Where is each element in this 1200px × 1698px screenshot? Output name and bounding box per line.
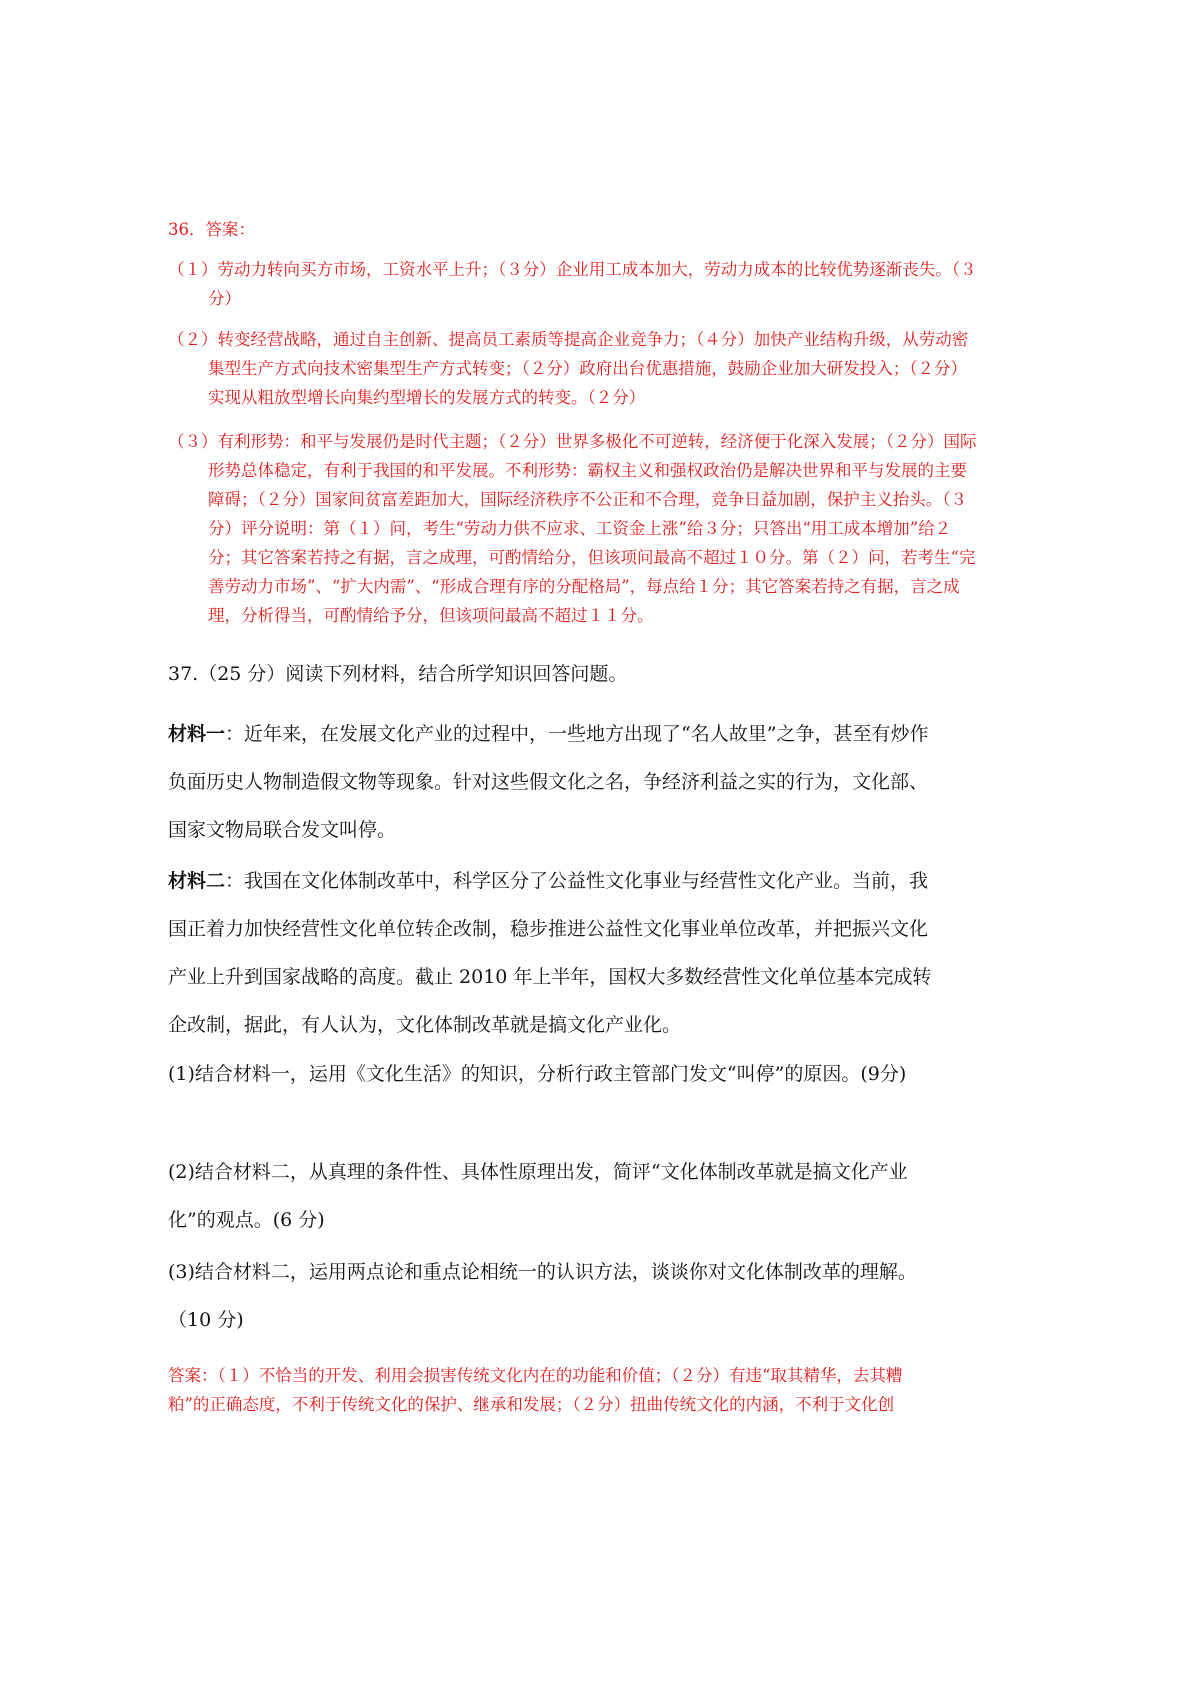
answer-36-part-3: （３）有利形势：和平与发展仍是时代主题；（２分）世界多极化不可逆转，经济便于化深入发展；（２分）国际形势总体稳定，有利于我国的和平发展。不利形势：霸权主义和强权政治仍是解决世界和平与发展的主要障碍；（２分）国家间贫富差距加大，国际经济秩序不公正和不合理，竞争日益加剧，保护主义抬头。（３分）评分说明：第（１）问，考生“劳动力供不应求、工资金上涨”给３分；只答出“用工成本增加”给２分；其它答案若持之有据，言之成理，可酌情给分，但该项问最高不超过１０分。第（２）问，若考生“完善劳动力市场”、“扩大内需”、“形成合理有序的分配格局”，每点给１分；其它答案若持之有据，言之成理，分析得当，可酌情给予分，但该项问最高不超过１１分。 [168, 432, 977, 625]
question-37-title: 37.（25 分）阅读下列材料，结合所学知识回答问题。 [168, 663, 628, 685]
answer-37: 答案：（１）不恰当的开发、利用会损害传统文化内在的功能和价值；（２分）有违“取其精华，去其糟粕”的正确态度，不利于传统文化的保护、继承和发展；（２分）扭曲传统文化的内涵，不利于文化创 [168, 1366, 903, 1414]
answer-36-part-1: （１）劳动力转向买方市场，工资水平上升；（３分）企业用工成本加大，劳动力成本的比较优势逐渐丧失。（３分） [168, 260, 977, 308]
answer-36-part-2: （２）转变经营战略，通过自主创新、提高员工素质等提高企业竞争力；（４分）加快产业结构升级，从劳动密集型生产方式向技术密集型生产方式转变；（２分）政府出台优惠措施，鼓励企业加大研发投入；（２分）实现从粗放型增长向集约型增长的发展方式的转变。（２分） [168, 330, 969, 407]
question-37-part-1: (1)结合材料一，运用《文化生活》的知识，分析行政主管部门发文“叫停”的原因。(9分) [168, 1063, 907, 1085]
question-37-part-2: (2)结合材料二，从真理的条件性、具体性原理出发，简评“文化体制改革就是搞文化产业化”的观点。(6 分) [168, 1161, 908, 1231]
material-2-label: 材料二 [168, 870, 226, 892]
material-2-paragraph [168, 857, 946, 1049]
material-1-label: 材料一 [168, 723, 226, 745]
question-37-part-3: (3)结合材料二，运用两点论和重点论相统一的认识方法，谈谈你对文化体制改革的理解。（10 分) [168, 1261, 917, 1331]
material-1-text: ：近年来，在发展文化产业的过程中，一些地方出现了“名人故里”之争，甚至有炒作负面历史人物制造假文物等现象。针对这些假文化之名，争经济利益之实的行为，文化部、国家文物局联合发文叫停。 [168, 723, 929, 841]
answer-36-heading: 36．答案： [168, 220, 255, 239]
material-1-paragraph [168, 710, 946, 854]
material-2-text: ：我国在文化体制改革中，科学区分了公益性文化事业与经营性文化产业。当前，我国正着力加快经营性文化单位转企改制，稳步推进公益性文化事业单位改革，并把振兴文化产业上升到国家战略的高度。截止 2010 年上半年，国权大多数经营性文化单位基本完成转企改制，据此，有人认为，文化体制改革就是搞文化产业化。 [168, 870, 932, 1036]
